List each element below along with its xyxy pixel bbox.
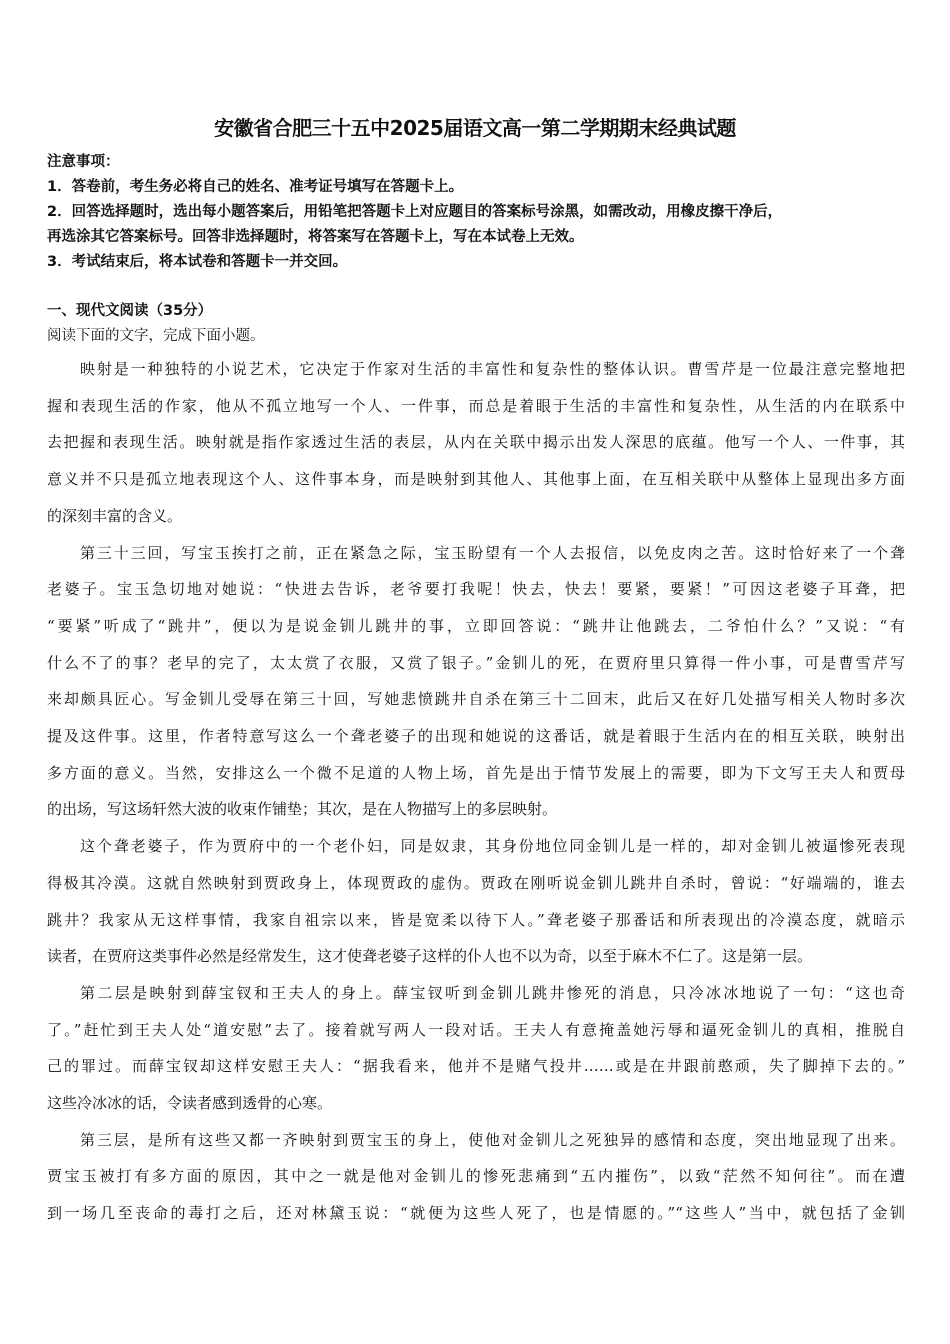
paragraph-line: 贾宝玉被打有多方面的原因，其中之一就是他对金钏儿的惨死悲痛到“五内摧伤”，以致“茫然不知何往”。而在遭 xyxy=(47,1167,905,1186)
paragraph-line: 什么不了的事？老早的完了，太太赏了衣服，又赏了银子。”金钏儿的死，在贾府里只算得一件小事，可是曹雪芹写 xyxy=(47,653,905,672)
paragraph-line: 映射是一种独特的小说艺术，它决定于作家对生活的丰富性和复杂性的整体认识。曹雪芹是一位最注意完整地把 xyxy=(80,360,905,378)
paragraph-line: 意义并不只是孤立地表现这个人、这件事本身，而是映射到其他人、其他事上面，在互相关联中从整体上显现出多方面 xyxy=(47,470,905,489)
passage-paragraph xyxy=(47,535,905,829)
paragraph-line: 到一场几至丧命的毒打之后，还对林黛玉说：“就便为这些人死了，也是情愿的。”“这些人”当中，就包括了金钏 xyxy=(47,1204,905,1223)
paragraph-line: 握和表现生活的作家，他从不孤立地写一个人、一件事，而总是着眼于生活的丰富性和复杂性，从生活的内在联系中 xyxy=(47,396,905,415)
notice-item: 3．考试结束后，将本试卷和答题卡一并交回。 xyxy=(47,254,348,270)
paragraph-line: 的出场，写这场轩然大波的收束作铺垫；其次，是在人物描写上的多层映射。 xyxy=(47,800,558,819)
paragraph-line: 跳井？我家从无这样事情，我家自祖宗以来，皆是宽柔以待下人。”聋老婆子那番话和所表现出的冷漠态度，就暗示 xyxy=(47,910,905,929)
paragraph-line: “要紧”听成了“跳井”，便以为是说金钏儿跳井的事，立即回答说：“跳井让他跳去，二爷怕什么？”又说：“有 xyxy=(47,616,905,635)
paragraph-line: 己的罪过。而薛宝钗却这样安慰王夫人：“据我看来，他并不是赌气投井……或是在井跟前憨顽，失了脚掉下去的。” xyxy=(47,1057,905,1076)
reading-passage xyxy=(47,351,905,1232)
paragraph-line: 第二层是映射到薛宝钗和王夫人的身上。薛宝钗听到金钏儿跳井惨死的消息，只冷冰冰地说了一句：“这也奇 xyxy=(80,983,905,1002)
paragraph-line: 这个聋老婆子，作为贾府中的一个老仆妇，同是奴隶，其身份地位同金钏儿是一样的，却对金钏儿被逼惨死表现 xyxy=(80,837,905,856)
section-heading: 一、现代文阅读（35分） xyxy=(47,303,213,319)
paragraph-line: 第三层，是所有这些又都一齐映射到贾宝玉的身上，使他对金钏儿之死独异的感情和态度，突出地显现了出来。 xyxy=(80,1130,905,1149)
notice-heading: 注意事项： xyxy=(47,154,120,170)
paragraph-line: 了。”赶忙到王夫人处“道安慰”去了。接着就写两人一段对话。王夫人有意掩盖她污辱和逼死金钏儿的真相，推脱自 xyxy=(47,1020,905,1039)
paragraph-line: 提及这件事。这里，作者特意写这么一个聋老婆子的出现和她说的这番话，就是着眼于生活内在的相互关联，映射出 xyxy=(47,727,905,746)
passage-paragraph xyxy=(47,975,905,1122)
passage-paragraph xyxy=(47,828,905,975)
notice-item: 1．答卷前，考生务必将自己的姓名、准考证号填写在答题卡上。 xyxy=(47,179,464,195)
paragraph-line: 的深刻丰富的含义。 xyxy=(47,506,183,525)
paragraph-line: 去把握和表现生活。映射就是指作家透过生活的表层，从内在关联中揭示出发人深思的底蕴。他写一个人、一件事，其 xyxy=(47,433,905,452)
document-title: 安徽省合肥三十五中2025届语文高一第二学期期末经典试题 xyxy=(214,116,736,140)
passage-paragraph xyxy=(47,1122,905,1232)
notice-section xyxy=(47,150,907,275)
paragraph-line: 老婆子。宝玉急切地对她说：“快进去告诉，老爷要打我呢！快去，快去！要紧，要紧！”可因这老婆子耳聋，把 xyxy=(47,580,905,599)
notice-item: 再选涂其它答案标号。回答非选择题时，将答案写在答题卡上，写在本试卷上无效。 xyxy=(47,229,584,245)
paragraph-line: 多方面的意义。当然，安排这么一个微不足道的人物上场，首先是出于情节发展上的需要，即为下文写王夫人和贾母 xyxy=(47,763,905,782)
paragraph-line: 第三十三回，写宝玉挨打之前，正在紧急之际，宝玉盼望有一个人去报信，以免皮肉之苦。这时恰好来了一个聋 xyxy=(80,543,905,562)
passage-paragraph xyxy=(47,351,905,535)
paragraph-line: 这些冷冰冰的话，令读者感到透骨的心寒。 xyxy=(47,1094,333,1113)
paragraph-line: 读者，在贾府这类事件必然是经常发生，这才使聋老婆子这样的仆人也不以为奇，以至于麻木不仁了。这是第一层。 xyxy=(47,947,813,966)
paragraph-line: 得极其冷漠。这就自然映射到贾政身上，体现贾政的虚伪。贾政在刚听说金钏儿跳井自杀时，曾说：“好端端的，谁去 xyxy=(47,873,905,892)
paragraph-line: 来却颇具匠心。写金钏儿受辱在第三十回，写她悲愤跳井自杀在第三十二回末，此后又在好几处描写相关人物时多次 xyxy=(47,690,905,709)
notice-item: 2．回答选择题时，选出每小题答案后，用铅笔把答题卡上对应题目的答案标号涂黑，如需改动，用橡皮擦干净后， xyxy=(47,204,783,220)
reading-instruction: 阅读下面的文字，完成下面小题。 xyxy=(47,328,265,344)
